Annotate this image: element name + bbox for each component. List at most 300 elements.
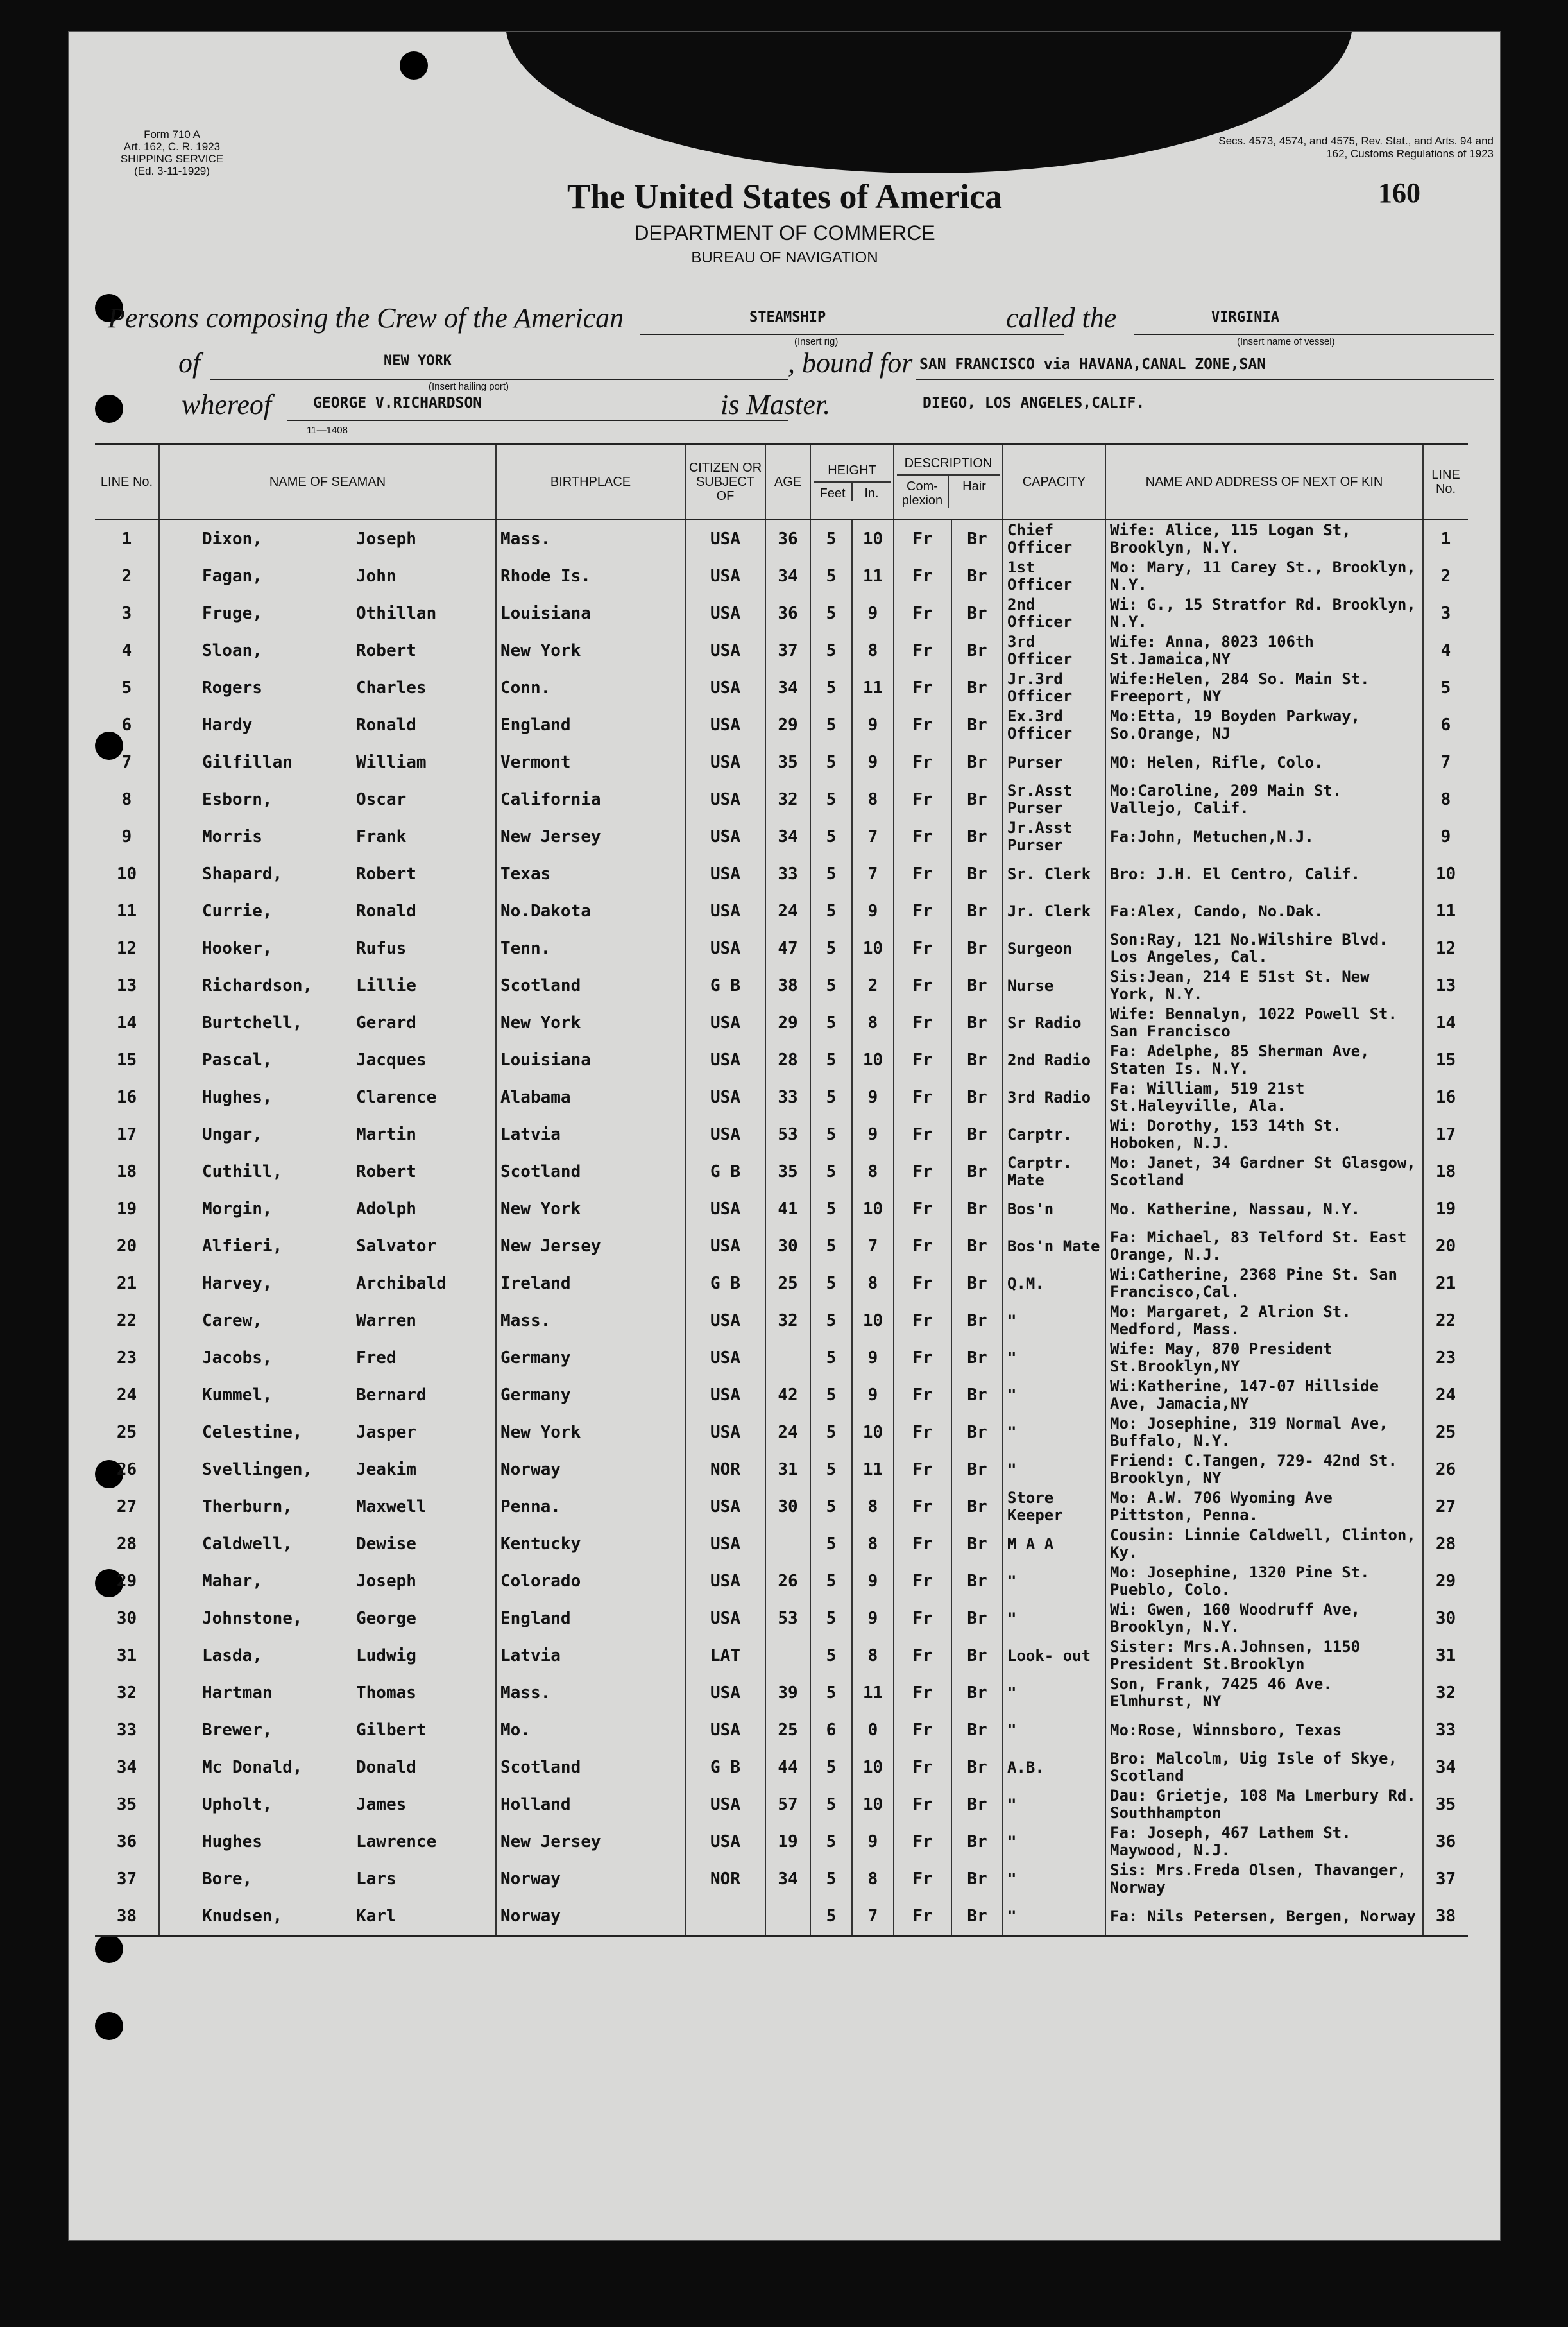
- given-name: Salvator: [356, 1237, 437, 1256]
- seaman-name: [159, 1228, 496, 1265]
- capacity: 3rd Officer: [1003, 632, 1105, 669]
- next-of-kin: Mo: Janet, 34 Gardner St Glasgow, Scotland: [1105, 1153, 1423, 1190]
- rig-caption: (Insert rig): [794, 336, 839, 347]
- table-row: [95, 1153, 1468, 1190]
- vessel-value: VIRGINIA: [1211, 309, 1279, 325]
- complexion: Fr: [894, 1749, 951, 1786]
- hair: Br: [951, 707, 1003, 744]
- line-number-right: 14: [1423, 1004, 1468, 1042]
- table-row: [95, 1563, 1468, 1600]
- header-line-no: LINE No.: [95, 444, 159, 520]
- next-of-kin: Sis: Mrs.Freda Olsen, Thavanger, Norway: [1105, 1860, 1423, 1898]
- height-inches: 8: [852, 632, 894, 669]
- line-number: 17: [116, 1125, 137, 1144]
- given-name: Maxwell: [356, 1497, 427, 1516]
- capacity: ": [1003, 1786, 1105, 1823]
- table-row: [95, 1414, 1468, 1451]
- surname: Esborn,: [202, 790, 273, 809]
- line-number-right: 28: [1423, 1525, 1468, 1563]
- surname: Jacobs,: [202, 1348, 273, 1368]
- complexion: Fr: [894, 1823, 951, 1860]
- surname: Johnstone,: [202, 1609, 303, 1628]
- seaman-name: [159, 1823, 496, 1860]
- line-number-right: 27: [1423, 1488, 1468, 1525]
- line-number: 3: [121, 604, 132, 623]
- line-number-right: 18: [1423, 1153, 1468, 1190]
- age: 25: [765, 1712, 810, 1749]
- citizenship: USA: [685, 1414, 765, 1451]
- hair: Br: [951, 595, 1003, 632]
- height-feet: 5: [810, 520, 852, 558]
- age: 35: [765, 744, 810, 781]
- line-number: 29: [116, 1572, 137, 1591]
- print-code: 11—1408: [307, 425, 348, 436]
- age: 42: [765, 1377, 810, 1414]
- height-feet: 6: [810, 1712, 852, 1749]
- capacity: Sr Radio: [1003, 1004, 1105, 1042]
- seaman-name: [159, 1860, 496, 1898]
- height-feet: 5: [810, 1674, 852, 1712]
- line-number-right: 3: [1423, 595, 1468, 632]
- birthplace: Mass.: [496, 1302, 685, 1339]
- header-height: [810, 444, 894, 520]
- capacity: Nurse: [1003, 967, 1105, 1004]
- seaman-name: [159, 669, 496, 707]
- header-age: AGE: [765, 444, 810, 520]
- line-number-right: 23: [1423, 1339, 1468, 1377]
- surname: Svellingen,: [202, 1460, 313, 1479]
- line-number-right: 24: [1423, 1377, 1468, 1414]
- age: 53: [765, 1600, 810, 1637]
- surname: Dixon,: [202, 529, 262, 549]
- capacity: Look- out: [1003, 1637, 1105, 1674]
- rig-line: [640, 334, 1064, 335]
- capacity: Jr. Clerk: [1003, 893, 1105, 930]
- surname: Caldwell,: [202, 1534, 293, 1554]
- height-feet: 5: [810, 1377, 852, 1414]
- capacity: Store Keeper: [1003, 1488, 1105, 1525]
- given-name: Adolph: [356, 1199, 416, 1219]
- capacity: Purser: [1003, 744, 1105, 781]
- line-number: 18: [116, 1162, 137, 1181]
- header-height-label: HEIGHT: [828, 463, 876, 477]
- citizenship: USA: [685, 595, 765, 632]
- height-feet: 5: [810, 855, 852, 893]
- height-feet: 5: [810, 1265, 852, 1302]
- destination-line-2: DIEGO, LOS ANGELES,CALIF.: [923, 395, 1145, 411]
- next-of-kin: Sis:Jean, 214 E 51st St. New York, N.Y.: [1105, 967, 1423, 1004]
- given-name: Donald: [356, 1758, 416, 1777]
- complexion: Fr: [894, 1153, 951, 1190]
- height-inches: 10: [852, 1042, 894, 1079]
- capacity: Jr.Asst Purser: [1003, 818, 1105, 855]
- line-number: 11: [116, 902, 137, 921]
- given-name: John: [356, 567, 396, 586]
- height-feet: 5: [810, 1488, 852, 1525]
- seaman-name: [159, 1153, 496, 1190]
- line-number-right: 10: [1423, 855, 1468, 893]
- line-number: 5: [121, 678, 132, 698]
- line-number-right: 11: [1423, 893, 1468, 930]
- birthplace: New Jersey: [496, 1823, 685, 1860]
- age: 53: [765, 1116, 810, 1153]
- bureau-name: BUREAU OF NAVIGATION: [691, 249, 878, 266]
- birthplace: Mass.: [496, 1674, 685, 1712]
- next-of-kin: Bro: Malcolm, Uig Isle of Skye, Scotland: [1105, 1749, 1423, 1786]
- surname: Knudsen,: [202, 1907, 283, 1926]
- seaman-name: [159, 1637, 496, 1674]
- citizenship: G B: [685, 1749, 765, 1786]
- birthplace: Kentucky: [496, 1525, 685, 1563]
- height-feet: 5: [810, 1228, 852, 1265]
- age: 25: [765, 1265, 810, 1302]
- complexion: Fr: [894, 1786, 951, 1823]
- complexion: Fr: [894, 1042, 951, 1079]
- capacity: Jr.3rd Officer: [1003, 669, 1105, 707]
- age: 32: [765, 1302, 810, 1339]
- hair: Br: [951, 1190, 1003, 1228]
- destination-line-1: SAN FRANCISCO via HAVANA,CANAL ZONE,SAN: [919, 356, 1266, 373]
- surname: Kummel,: [202, 1386, 273, 1405]
- citizenship: USA: [685, 781, 765, 818]
- persons-label: Persons composing the Crew of the American: [108, 302, 624, 334]
- seaman-name: [159, 893, 496, 930]
- complexion: Fr: [894, 1079, 951, 1116]
- next-of-kin: Dau: Grietje, 108 Ma Lmerbury Rd. Southhampton: [1105, 1786, 1423, 1823]
- birthplace: Colorado: [496, 1563, 685, 1600]
- line-number: 7: [121, 753, 132, 772]
- given-name: Fred: [356, 1348, 396, 1368]
- citizenship: USA: [685, 1712, 765, 1749]
- table-row: [95, 855, 1468, 893]
- hair: Br: [951, 818, 1003, 855]
- table-row: [95, 930, 1468, 967]
- height-feet: 5: [810, 669, 852, 707]
- line-number: 25: [116, 1423, 137, 1442]
- next-of-kin: Wife:Helen, 284 So. Main St. Freeport, NY: [1105, 669, 1423, 707]
- capacity: Carptr.: [1003, 1116, 1105, 1153]
- citizenship: USA: [685, 1079, 765, 1116]
- complexion: Fr: [894, 893, 951, 930]
- age: 36: [765, 520, 810, 558]
- height-inches: 10: [852, 520, 894, 558]
- table-row: [95, 707, 1468, 744]
- next-of-kin: Mo: Margaret, 2 Alrion St. Medford, Mass.: [1105, 1302, 1423, 1339]
- line-number: 22: [116, 1311, 137, 1330]
- height-inches: 8: [852, 1637, 894, 1674]
- header-feet: Feet: [819, 486, 846, 501]
- given-name: Lillie: [356, 976, 416, 995]
- seaman-name: [159, 744, 496, 781]
- line-number-right: 6: [1423, 707, 1468, 744]
- hair: Br: [951, 1265, 1003, 1302]
- punch-hole: [95, 2012, 123, 2040]
- line-number-right: 2: [1423, 558, 1468, 595]
- seaman-name: [159, 967, 496, 1004]
- hair: Br: [951, 1153, 1003, 1190]
- given-name: Charles: [356, 678, 427, 698]
- hair: Br: [951, 855, 1003, 893]
- line-number-right: 35: [1423, 1786, 1468, 1823]
- birthplace: New York: [496, 1190, 685, 1228]
- height-inches: 7: [852, 818, 894, 855]
- line-number-right: 37: [1423, 1860, 1468, 1898]
- complexion: Fr: [894, 1377, 951, 1414]
- capacity: ": [1003, 1414, 1105, 1451]
- table-row: [95, 1339, 1468, 1377]
- surname: Upholt,: [202, 1795, 273, 1814]
- birthplace: Norway: [496, 1898, 685, 1936]
- height-feet: 5: [810, 744, 852, 781]
- height-feet: 5: [810, 1414, 852, 1451]
- citizenship: G B: [685, 967, 765, 1004]
- line-number: 15: [116, 1051, 137, 1070]
- height-feet: 5: [810, 1339, 852, 1377]
- citizenship: USA: [685, 818, 765, 855]
- age: 39: [765, 1674, 810, 1712]
- table-row: [95, 595, 1468, 632]
- line-number: 2: [121, 567, 132, 586]
- age: 28: [765, 1042, 810, 1079]
- height-inches: 8: [852, 781, 894, 818]
- height-feet: 5: [810, 1153, 852, 1190]
- height-feet: 5: [810, 1525, 852, 1563]
- page-number: 160: [1378, 177, 1420, 209]
- height-feet: 5: [810, 818, 852, 855]
- hair: Br: [951, 893, 1003, 930]
- capacity: Surgeon: [1003, 930, 1105, 967]
- citizenship: USA: [685, 1116, 765, 1153]
- line-number: 21: [116, 1274, 137, 1293]
- height-inches: 7: [852, 1228, 894, 1265]
- of-label: of: [178, 347, 201, 379]
- surname: Celestine,: [202, 1423, 303, 1442]
- capacity: 3rd Radio: [1003, 1079, 1105, 1116]
- age: 24: [765, 893, 810, 930]
- surname: Burtchell,: [202, 1013, 303, 1033]
- header-description: [894, 444, 1003, 520]
- table-row: [95, 1898, 1468, 1936]
- capacity: ": [1003, 1712, 1105, 1749]
- seaman-name: [159, 1042, 496, 1079]
- height-feet: 5: [810, 1302, 852, 1339]
- hair: Br: [951, 1377, 1003, 1414]
- line-number: 37: [116, 1869, 137, 1889]
- table-row: [95, 632, 1468, 669]
- birthplace: Scotland: [496, 1153, 685, 1190]
- surname: Bore,: [202, 1869, 253, 1889]
- complexion: Fr: [894, 1190, 951, 1228]
- hair: Br: [951, 1786, 1003, 1823]
- capacity: M A A: [1003, 1525, 1105, 1563]
- given-name: Rufus: [356, 939, 407, 958]
- header-line-no-right: LINE No.: [1423, 444, 1468, 520]
- surname: Fagan,: [202, 567, 262, 586]
- table-row: [95, 1860, 1468, 1898]
- hair: Br: [951, 1823, 1003, 1860]
- hair: Br: [951, 558, 1003, 595]
- given-name: Joseph: [356, 1572, 416, 1591]
- capacity: ": [1003, 1451, 1105, 1488]
- punch-hole: [95, 1935, 123, 1963]
- age: 19: [765, 1823, 810, 1860]
- birthplace: Louisiana: [496, 1042, 685, 1079]
- department-name: DEPARTMENT OF COMMERCE: [634, 221, 935, 245]
- given-name: Ronald: [356, 902, 416, 921]
- seaman-name: [159, 1563, 496, 1600]
- citizenship: USA: [685, 1377, 765, 1414]
- birthplace: Alabama: [496, 1079, 685, 1116]
- citizenship: USA: [685, 1786, 765, 1823]
- height-inches: 11: [852, 1674, 894, 1712]
- surname: Rogers: [202, 678, 262, 698]
- form-regulation: Art. 162, C. R. 1923: [123, 141, 221, 153]
- line-number: 10: [116, 864, 137, 884]
- surname: Richardson,: [202, 976, 313, 995]
- surname: Morgin,: [202, 1199, 273, 1219]
- birthplace: Vermont: [496, 744, 685, 781]
- line-number: 35: [116, 1795, 137, 1814]
- birthplace: Tenn.: [496, 930, 685, 967]
- citizenship: G B: [685, 1265, 765, 1302]
- master-line: [287, 420, 788, 421]
- citizenship: USA: [685, 893, 765, 930]
- line-number: 1: [121, 529, 132, 549]
- seaman-name: [159, 558, 496, 595]
- line-number: 38: [116, 1907, 137, 1926]
- header-name: NAME OF SEAMAN: [159, 444, 496, 520]
- age: 33: [765, 855, 810, 893]
- seaman-name: [159, 781, 496, 818]
- citizenship: NOR: [685, 1860, 765, 1898]
- birthplace: Ireland: [496, 1265, 685, 1302]
- seaman-name: [159, 818, 496, 855]
- table-row: [95, 818, 1468, 855]
- age: 34: [765, 818, 810, 855]
- given-name: Lawrence: [356, 1832, 437, 1851]
- line-number-right: 19: [1423, 1190, 1468, 1228]
- height-inches: 10: [852, 1190, 894, 1228]
- is-master-label: is Master.: [720, 389, 831, 420]
- vessel-caption: (Insert name of vessel): [1237, 336, 1335, 347]
- seaman-name: [159, 1674, 496, 1712]
- age: 44: [765, 1749, 810, 1786]
- surname: Mc Donald,: [202, 1758, 303, 1777]
- height-inches: 8: [852, 1265, 894, 1302]
- next-of-kin: Fa: Nils Petersen, Bergen, Norway: [1105, 1898, 1423, 1936]
- height-inches: 10: [852, 1302, 894, 1339]
- capacity: Bos'n Mate: [1003, 1228, 1105, 1265]
- given-name: Ronald: [356, 716, 416, 735]
- complexion: Fr: [894, 1563, 951, 1600]
- height-feet: 5: [810, 707, 852, 744]
- line-number-right: 5: [1423, 669, 1468, 707]
- hair: Br: [951, 1302, 1003, 1339]
- height-feet: 5: [810, 595, 852, 632]
- hair: Br: [951, 1525, 1003, 1563]
- complexion: Fr: [894, 818, 951, 855]
- height-feet: 5: [810, 1116, 852, 1153]
- citizenship: LAT: [685, 1637, 765, 1674]
- table-row: [95, 1488, 1468, 1525]
- age: [765, 1637, 810, 1674]
- age: 33: [765, 1079, 810, 1116]
- height-inches: 10: [852, 930, 894, 967]
- next-of-kin: Mo: Mary, 11 Carey St., Brooklyn, N.Y.: [1105, 558, 1423, 595]
- vessel-line: [1134, 334, 1494, 335]
- age: [765, 1525, 810, 1563]
- age: 35: [765, 1153, 810, 1190]
- seaman-name: [159, 707, 496, 744]
- complexion: Fr: [894, 1302, 951, 1339]
- called-the-label: called the: [1006, 302, 1117, 334]
- header-citizen: CITIZEN OR SUBJECT OF: [685, 444, 765, 520]
- given-name: Dewise: [356, 1534, 416, 1554]
- next-of-kin: Bro: J.H. El Centro, Calif.: [1105, 855, 1423, 893]
- given-name: George: [356, 1609, 416, 1628]
- height-inches: 9: [852, 1563, 894, 1600]
- line-number: 32: [116, 1683, 137, 1703]
- height-feet: 5: [810, 781, 852, 818]
- height-feet: 5: [810, 1451, 852, 1488]
- age: 37: [765, 632, 810, 669]
- next-of-kin: Mo:Rose, Winnsboro, Texas: [1105, 1712, 1423, 1749]
- citizenship: USA: [685, 744, 765, 781]
- height-inches: 8: [852, 1004, 894, 1042]
- complexion: Fr: [894, 595, 951, 632]
- birthplace: Scotland: [496, 1749, 685, 1786]
- complexion: Fr: [894, 930, 951, 967]
- header-hair: Hair: [948, 476, 1000, 508]
- given-name: William: [356, 753, 427, 772]
- punch-hole: [400, 51, 428, 80]
- line-number-right: 12: [1423, 930, 1468, 967]
- citizenship: USA: [685, 558, 765, 595]
- height-inches: 10: [852, 1414, 894, 1451]
- table-row: [95, 1228, 1468, 1265]
- seaman-name: [159, 1600, 496, 1637]
- hair: Br: [951, 1116, 1003, 1153]
- capacity: Chief Officer: [1003, 520, 1105, 558]
- next-of-kin: Friend: C.Tangen, 729- 42nd St. Brooklyn, NY: [1105, 1451, 1423, 1488]
- capacity: ": [1003, 1674, 1105, 1712]
- height-inches: 9: [852, 744, 894, 781]
- surname: Mahar,: [202, 1572, 262, 1591]
- citizenship: USA: [685, 1823, 765, 1860]
- hair: Br: [951, 1228, 1003, 1265]
- citizenship: [685, 1898, 765, 1936]
- surname: Hooker,: [202, 939, 273, 958]
- citizenship: USA: [685, 1525, 765, 1563]
- hair: Br: [951, 781, 1003, 818]
- surname: Shapard,: [202, 864, 283, 884]
- line-number: 33: [116, 1721, 137, 1740]
- height-inches: 2: [852, 967, 894, 1004]
- capacity: Sr. Clerk: [1003, 855, 1105, 893]
- citizenship: USA: [685, 1600, 765, 1637]
- complexion: Fr: [894, 1674, 951, 1712]
- height-feet: 5: [810, 1190, 852, 1228]
- birthplace: New York: [496, 1414, 685, 1451]
- age: 32: [765, 781, 810, 818]
- citizenship: USA: [685, 930, 765, 967]
- complexion: Fr: [894, 1488, 951, 1525]
- capacity: 1st Officer: [1003, 558, 1105, 595]
- height-feet: 5: [810, 1860, 852, 1898]
- header-capacity: CAPACITY: [1003, 444, 1105, 520]
- age: 29: [765, 1004, 810, 1042]
- line-number: 28: [116, 1534, 137, 1554]
